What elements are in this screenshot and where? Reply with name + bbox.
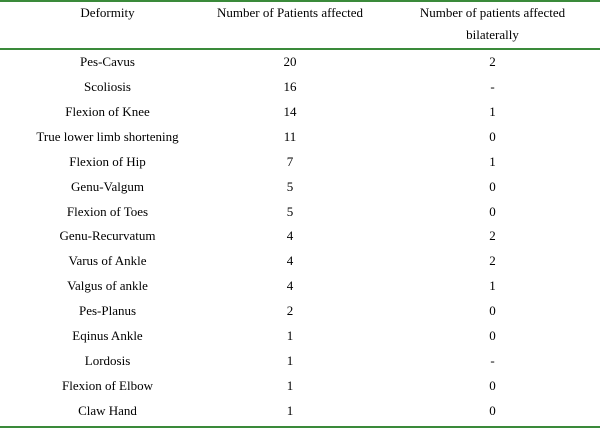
cell-affected: 4 xyxy=(286,253,294,269)
table-row xyxy=(0,125,600,150)
cell-bilateral: 0 xyxy=(489,377,496,393)
cell-deformity: Genu-Valgum xyxy=(71,178,144,194)
table-row xyxy=(0,299,600,324)
cell-affected: 5 xyxy=(286,178,294,194)
cell-deformity: Valgus of ankle xyxy=(67,278,148,294)
cell-deformity: Flexion of Toes xyxy=(66,203,149,219)
cell-deformity: Varus of Ankle xyxy=(68,253,147,269)
cell-deformity: Scoliosis xyxy=(84,78,131,94)
cell-bilateral: 2 xyxy=(489,54,496,69)
header-bilateral xyxy=(385,2,600,46)
table-row xyxy=(0,150,600,175)
table-row xyxy=(0,50,600,75)
cell-bilateral: 1 xyxy=(489,153,496,169)
cell-affected: 11 xyxy=(283,128,297,144)
cell-bilateral: - xyxy=(490,353,495,369)
cell-bilateral: 1 xyxy=(489,278,496,294)
cell-affected: 1 xyxy=(286,328,294,344)
cell-affected: 7 xyxy=(286,153,294,169)
table-row xyxy=(0,175,600,200)
cell-deformity: Pes-Planus xyxy=(78,303,137,319)
table-row xyxy=(0,224,600,249)
table-row xyxy=(0,274,600,299)
cell-affected: 1 xyxy=(286,377,294,393)
cell-bilateral: 0 xyxy=(489,128,496,144)
cell-affected: 20 xyxy=(283,54,297,69)
cell-deformity: Lordosis xyxy=(84,353,131,369)
cell-bilateral: 0 xyxy=(489,303,496,319)
cell-deformity: True lower limb shortening xyxy=(36,128,179,144)
cell-affected: 1 xyxy=(286,353,294,369)
cell-deformity: Pes-Cavus xyxy=(80,54,135,69)
cell-deformity: Flexion of Elbow xyxy=(62,377,153,393)
table-row xyxy=(0,349,600,374)
table-row xyxy=(0,75,600,100)
header-patients-affected: Number of Patients affected xyxy=(217,5,363,20)
table-row xyxy=(0,399,600,424)
cell-affected: 16 xyxy=(283,78,297,94)
cell-bilateral: 2 xyxy=(489,253,496,269)
cell-affected: 2 xyxy=(286,303,294,319)
table-body xyxy=(0,50,600,424)
table-row xyxy=(0,374,600,399)
header-bilateral-line1: Number of patients affected xyxy=(419,5,566,20)
cell-affected: 1 xyxy=(286,402,294,418)
table-row xyxy=(0,200,600,225)
header-deformity: Deformity xyxy=(80,5,135,20)
header-bilateral-line2: bilaterally xyxy=(466,27,519,42)
cell-affected: 4 xyxy=(286,228,294,244)
cell-bilateral: 2 xyxy=(489,228,496,244)
table-bottom-rule xyxy=(0,426,600,428)
cell-affected: 14 xyxy=(283,103,297,119)
table-row xyxy=(0,249,600,274)
table-row xyxy=(0,100,600,125)
cell-deformity: Eqinus Ankle xyxy=(72,328,143,344)
cell-bilateral: 1 xyxy=(489,103,496,119)
cell-bilateral: 0 xyxy=(489,328,496,344)
cell-bilateral: - xyxy=(490,78,495,94)
cell-deformity: Genu-Recurvatum xyxy=(59,228,156,244)
cell-bilateral: 0 xyxy=(489,203,496,219)
cell-bilateral: 0 xyxy=(489,402,496,418)
cell-deformity: Flexion of Knee xyxy=(65,103,150,119)
cell-deformity: Claw Hand xyxy=(78,402,137,418)
cell-bilateral: 0 xyxy=(489,178,496,194)
table-header xyxy=(0,2,600,48)
cell-affected: 5 xyxy=(286,203,294,219)
cell-deformity: Flexion of Hip xyxy=(69,153,146,169)
cell-affected: 4 xyxy=(286,278,294,294)
table-row xyxy=(0,324,600,349)
